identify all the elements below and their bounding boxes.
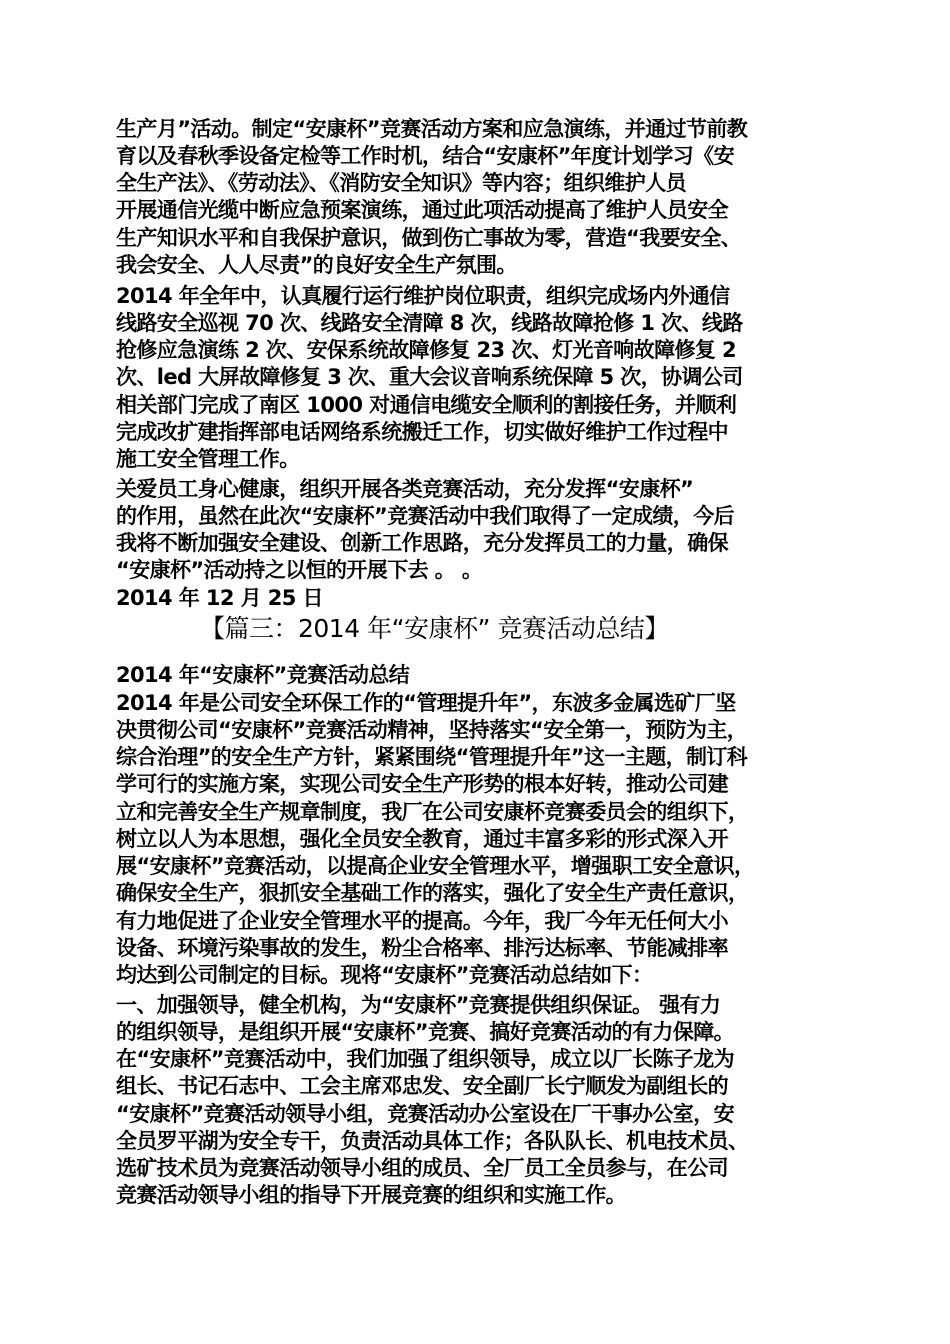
body-text-line: 2014 年全年中，认真履行运行维护岗位职责，组织完成场内外通信 [116,284,730,308]
body-text-line: 我将不断加强安全建设、创新工作思路，充分发挥员工的力量，确保 [116,531,728,555]
body-text-line: 全生产法》、《劳动法》、《消防安全知识》等内容；组织维护人员 [116,171,686,195]
body-text-line: 竞赛活动领导小组的指导下开展竞赛的组织和实施工作。 [116,1183,626,1207]
body-text-line: 生产月”活动。制定“安康杯”竞赛活动方案和应急演练，并通过节前教 [116,117,748,141]
body-text-line: 线路安全巡视 70 次、线路安全清障 8 次，线路故障抢修 1 次、线路 [116,311,743,335]
body-text-line: “安康杯”竞赛活动领导小组，竞赛活动办公室设在厂干事办公室，安 [116,1102,735,1126]
body-text-line: 全员罗平湖为安全专干，负责活动具体工作；各队队长、机电技术员、 [116,1129,749,1153]
section-heading: 【篇三：2014 年“安康杯” 竞赛活动总结】 [200,614,669,643]
body-text-line: 抢修应急演练 2 次、安保系统故障修复 23 次、灯光音响故障修复 2 [116,338,737,362]
body-text-line: 确保安全生产，狠抓安全基础工作的落实，强化了安全生产责任意识， [116,881,749,905]
body-text-line: 展“安康杯”竞赛活动，以提高企业安全管理水平，增强职工安全意识， [116,854,755,878]
date-line: 2014 年 12 月 25 日 [116,586,323,610]
body-text-line: 施工安全管理工作。 [116,447,300,471]
body-text-line: 学可行的实施方案，实现公司安全生产形势的根本好转，推动公司建 [116,772,728,796]
body-text-line: 有力地促进了企业安全管理水平的提高。今年，我厂今年无任何大小 [116,909,728,933]
body-text-line: 树立以人为本思想，强化全员安全教育，通过丰富多彩的形式深入开 [116,827,728,851]
body-text-line: 决贯彻公司“安康杯”竞赛活动精神，坚持落实“安全第一，预防为主， [116,718,748,742]
body-text-line: 一、加强领导，健全机构，为“安康杯”竞赛提供组织保证。 强有力 [116,993,721,1017]
body-text-line: 在“安康杯”竞赛活动中，我们加强了组织领导，成立以厂长陈子龙为 [116,1047,735,1071]
body-text-line: “安康杯”活动持之以恒的开展下去 。 。 [116,558,483,582]
body-text-line: 我会安全、人人尽责”的良好安全生产氛围。 [116,253,517,277]
body-text-line: 相关部门完成了南区 1000 对通信电缆安全顺利的割接任务，并顺利 [116,393,737,417]
body-text-line: 均达到公司制定的目标。现将“安康杯”竞赛活动总结如下： [116,963,653,987]
body-text-line: 开展通信光缆中断应急预案演练，通过此项活动提高了维护人员安全 [116,198,728,222]
body-text-line: 的作用，虽然在此次“安康杯”竞赛活动中我们取得了一定成绩，今后 [116,504,735,528]
body-text-line: 的组织领导，是组织开展“安康杯”竞赛、搞好竞赛活动的有力保障。 [116,1020,735,1044]
body-text-line: 立和完善安全生产规章制度，我厂在公司安康杯竞赛委员会的组织下， [116,800,749,824]
body-text-line: 关爱员工身心健康，组织开展各类竞赛活动，充分发挥“安康杯” [116,477,694,501]
body-text-line: 选矿技术员为竞赛活动领导小组的成员、全厂员工全员参与，在公司 [116,1156,728,1180]
body-text-line: 次、led 大屏故障修复 3 次、重大会议音响系统保障 5 次，协调公司 [116,365,743,389]
body-text-line: 育以及春秋季设备定检等工作时机，结合“安康杯”年度计划学习《安 [116,144,735,168]
body-text-line: 完成改扩建指挥部电话网络系统搬迁工作，切实做好维护工作过程中 [116,420,728,444]
body-text-line: 设备、环境污染事故的发生，粉尘合格率、排污达标率、节能减排率 [116,936,728,960]
section-title: 2014 年“安康杯”竞赛活动总结 [116,663,410,687]
body-text-line: 生产知识水平和自我保护意识，做到伤亡事故为零，营造“我要安全、 [116,226,742,250]
body-text-line: 2014 年是公司安全环保工作的“管理提升年”，东波多金属选矿厂坚 [116,691,736,715]
body-text-line: 综合治理”的安全生产方针，紧紧围绕“管理提升年”这一主题，制订科 [116,745,748,769]
body-text-line: 组长、书记石志中、工会主席邓忠发、安全副厂长宁顺发为副组长的 [116,1074,728,1098]
